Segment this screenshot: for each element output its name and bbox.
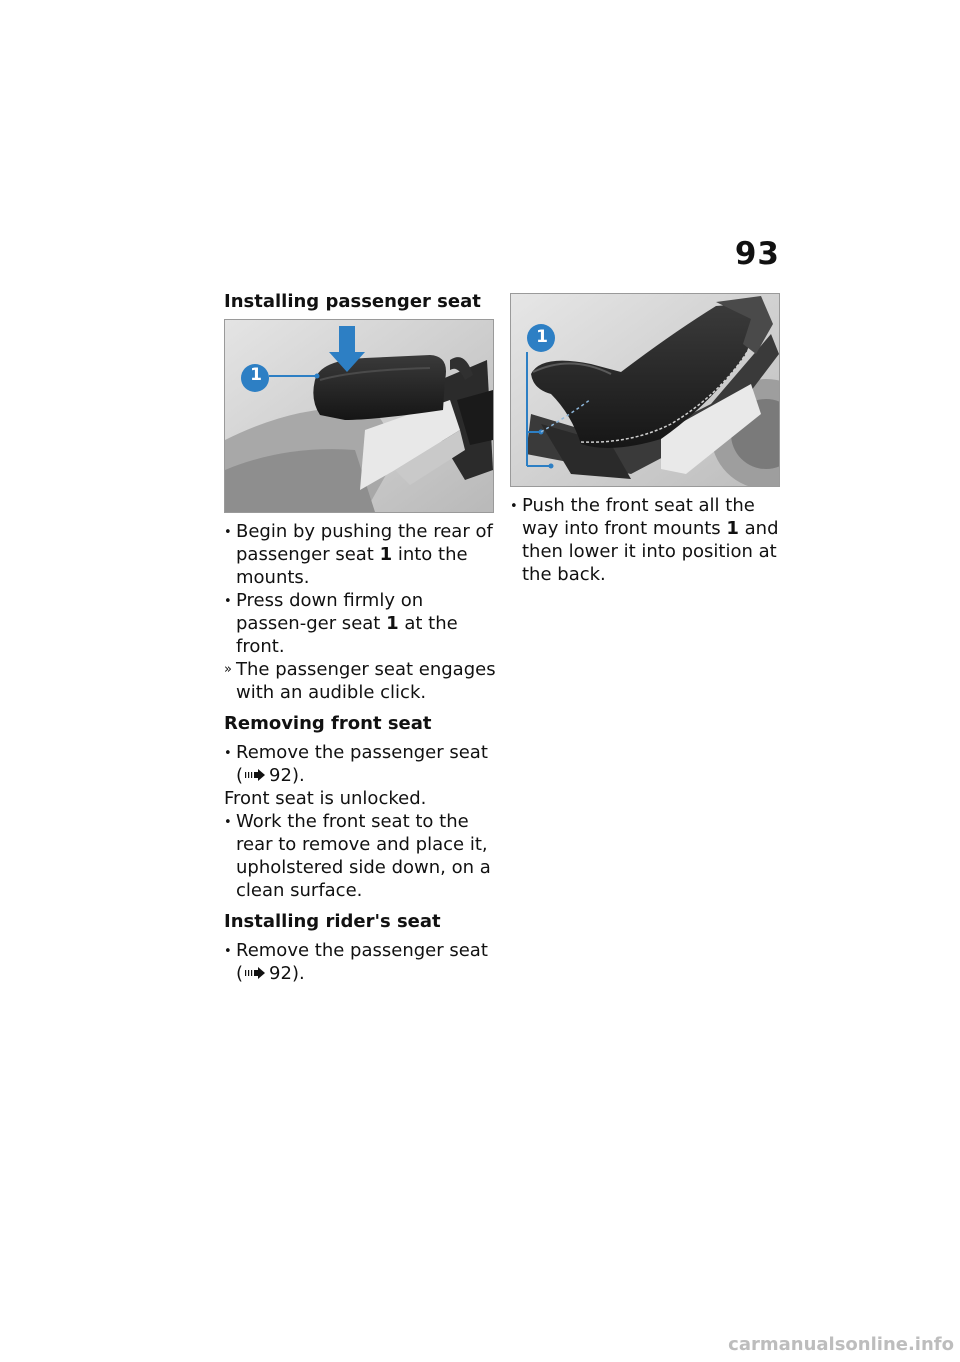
list-item bbox=[224, 520, 496, 589]
list-item bbox=[224, 939, 496, 985]
page-reference-arrow-icon bbox=[243, 966, 269, 980]
watermark: carmanualsonline.info bbox=[728, 1334, 954, 1355]
list-item-plain bbox=[224, 787, 496, 810]
page-number: 93 bbox=[734, 236, 780, 272]
figure-passenger-seat bbox=[224, 319, 494, 513]
step-text: ). bbox=[291, 963, 305, 984]
bullet-marker: • bbox=[224, 525, 232, 540]
callout-ref: 1 bbox=[726, 518, 739, 539]
step-text: Begin by pushing the rear of passenger seat bbox=[236, 521, 493, 565]
page-reference-arrow-icon bbox=[243, 768, 269, 782]
bullet-marker: • bbox=[224, 944, 232, 959]
figure-front-seat bbox=[510, 293, 780, 487]
bullet-marker: • bbox=[224, 594, 232, 609]
step-text: Push the front seat all the way into front mounts bbox=[522, 495, 755, 539]
page-reference-link[interactable]: 92 bbox=[269, 765, 292, 786]
list-item bbox=[224, 741, 496, 787]
list-item bbox=[510, 494, 782, 586]
callout-ref: 1 bbox=[379, 544, 393, 565]
step-text: ). bbox=[291, 765, 305, 786]
step-text: at the front. bbox=[236, 613, 458, 657]
list-item bbox=[224, 589, 496, 658]
heading-removing-front-seat: Removing front seat bbox=[224, 713, 432, 734]
heading-installing-passenger-seat: Installing passenger seat bbox=[224, 291, 481, 312]
steps-installing-riders-seat bbox=[224, 939, 496, 985]
step-text: Press down firmly on passen-ger seat bbox=[236, 590, 424, 634]
step-text: Front seat is unlocked. bbox=[224, 788, 427, 809]
bullet-marker: • bbox=[510, 499, 518, 514]
callout-ref: 1 bbox=[386, 613, 399, 634]
heading-installing-riders-seat: Installing rider's seat bbox=[224, 911, 441, 932]
step-text: Remove the passenger seat ( bbox=[236, 940, 488, 984]
bullet-marker: • bbox=[224, 746, 232, 761]
result-marker: » bbox=[224, 662, 232, 677]
steps-removing-front-seat bbox=[224, 741, 496, 902]
list-item-result bbox=[224, 658, 496, 704]
front-seat-illustration bbox=[511, 294, 779, 486]
steps-installing-front-seat bbox=[510, 494, 782, 586]
passenger-seat-illustration bbox=[225, 320, 493, 512]
step-text: The passenger seat engages with an audible click. bbox=[236, 659, 496, 703]
steps-installing-passenger-seat bbox=[224, 520, 496, 704]
left-column bbox=[224, 290, 496, 985]
page-reference-link[interactable]: 92 bbox=[269, 963, 292, 984]
right-column bbox=[510, 293, 782, 586]
list-item bbox=[224, 810, 496, 902]
step-text: Work the front seat to the rear to remove and place it, upholstered side down, on a clean surface. bbox=[236, 811, 491, 901]
bullet-marker: • bbox=[224, 815, 232, 830]
step-text: and then lower it into position at the back. bbox=[522, 518, 779, 585]
step-text: into the mounts. bbox=[236, 544, 468, 588]
step-text: Remove the passenger seat ( bbox=[236, 742, 488, 786]
